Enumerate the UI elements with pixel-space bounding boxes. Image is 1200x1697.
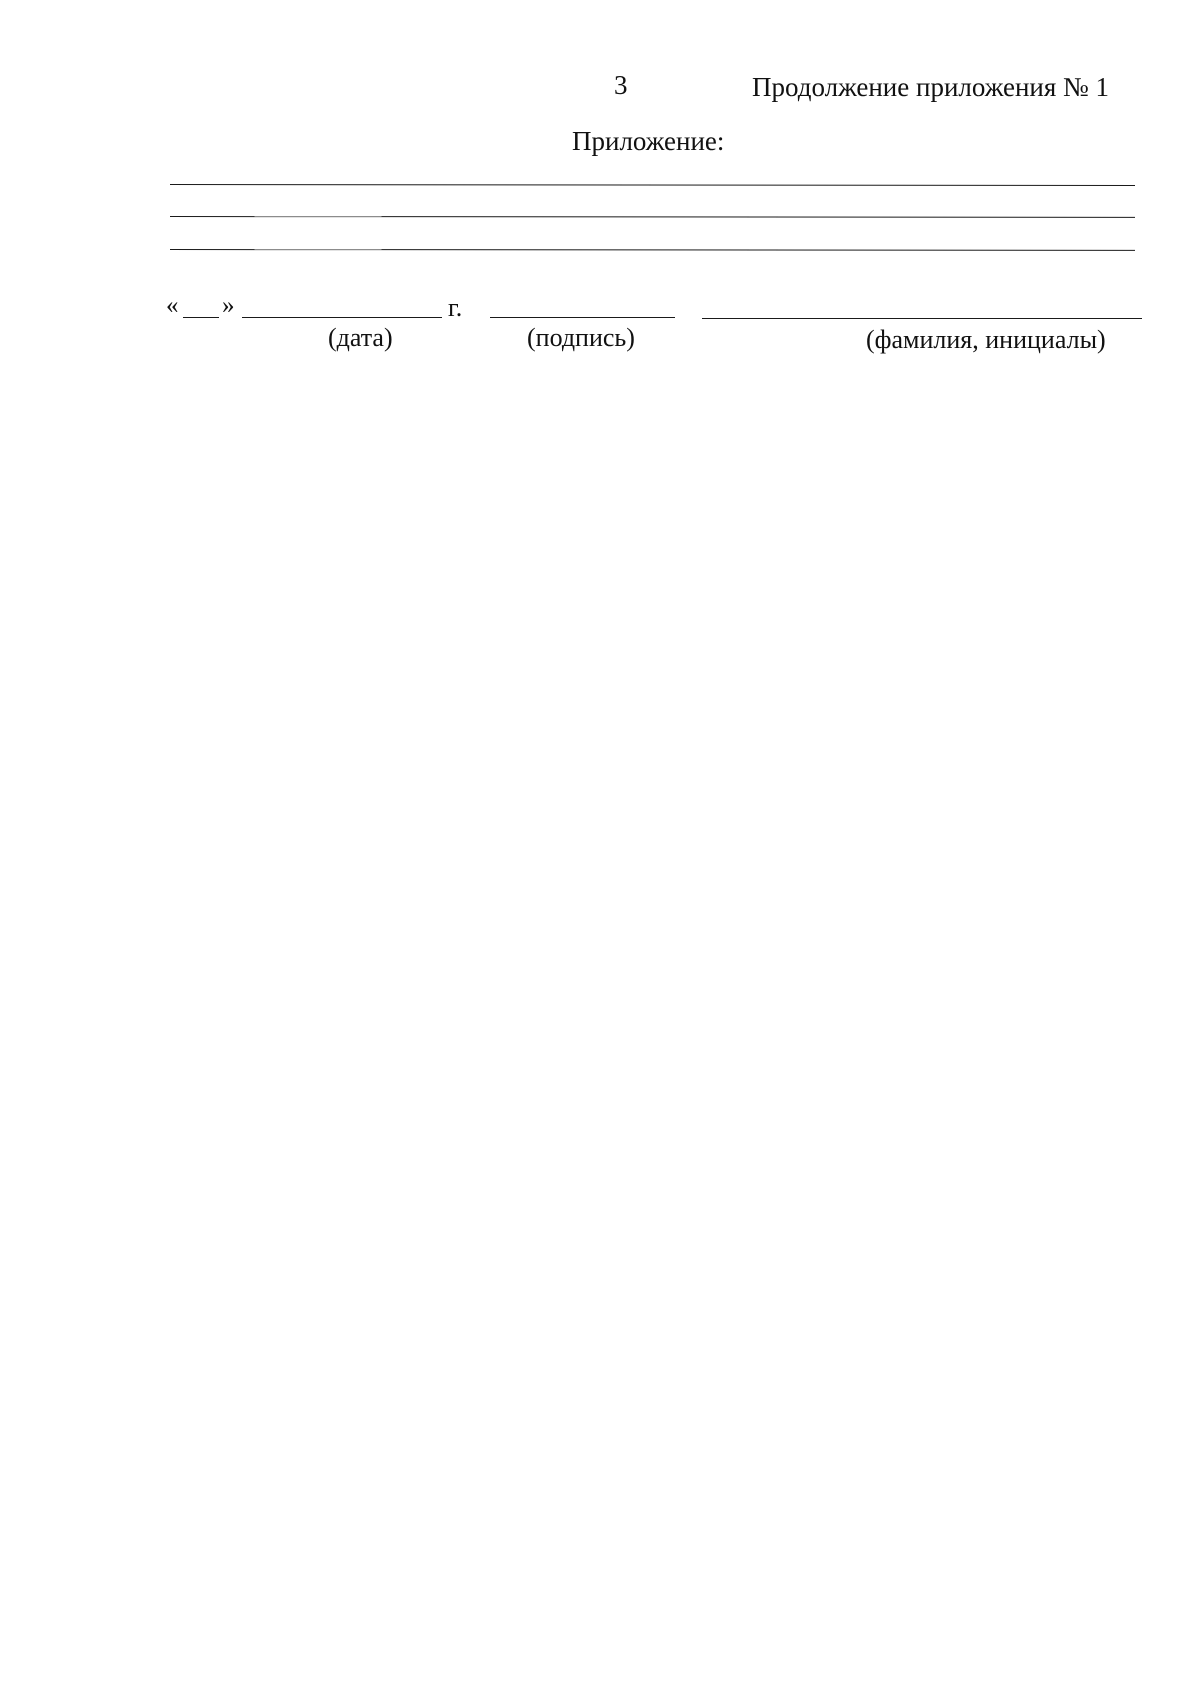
day-quote-close: » — [222, 292, 235, 319]
day-quote-open: « — [166, 292, 179, 319]
month-blank-line[interactable] — [242, 317, 442, 318]
continuation-title: Продолжение приложения № 1 — [752, 72, 1110, 102]
attachment-label: Приложение: — [572, 126, 725, 156]
attachment-line-1[interactable] — [170, 184, 1135, 186]
date-caption: (дата) — [328, 323, 393, 352]
year-suffix: г. — [448, 293, 463, 322]
page-number: 3 — [614, 70, 628, 100]
attachment-line-3[interactable] — [170, 249, 1135, 251]
signature-blank-line[interactable] — [490, 317, 675, 318]
day-blank-line[interactable] — [183, 317, 219, 318]
name-blank-line[interactable] — [702, 318, 1142, 319]
signature-caption: (подпись) — [527, 323, 635, 352]
name-caption: (фамилия, инициалы) — [866, 325, 1106, 354]
attachment-line-2[interactable] — [170, 216, 1135, 218]
